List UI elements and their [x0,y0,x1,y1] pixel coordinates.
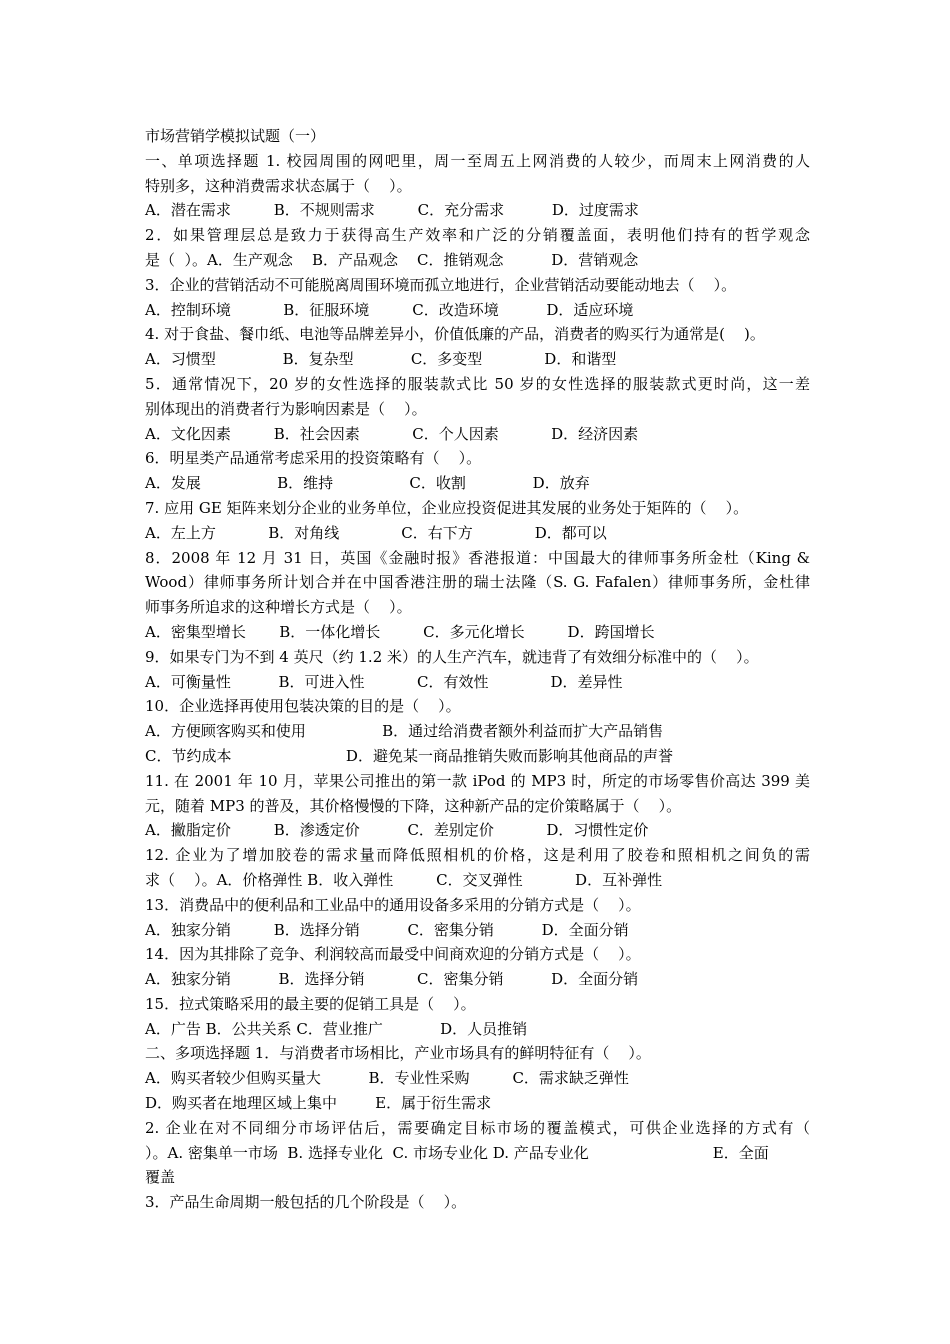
text-line: 8．2008 年 12 月 31 日，英国《金融时报》香港报道：中国最大的律师事务所金杜（King & [145,548,810,567]
text-line: 是（ ）。A．生产观念 B．产品观念 C．推销观念 D．营销观念 [145,250,639,269]
text-line: 求（ ）。A．价格弹性 B．收入弹性 C．交叉弹性 D．互补弹性 [145,870,663,889]
text-line: 2. 企业在对不同细分市场评估后，需要确定目标市场的覆盖模式，可供企业选择的方式有（ [145,1118,810,1137]
text-line: 14．因为其排除了竞争、利润较高而最受中间商欢迎的分销方式是（ ）。 [145,945,641,964]
text-line: 15．拉式策略采用的最主要的促销工具是（ ）。 [145,994,476,1013]
text-line: 2．如果管理层总是致力于获得高生产效率和广泛的分销覆盖面，表明他们持有的哲学观念 [145,226,810,245]
text-line: A．独家分销 B．选择分销 C．密集分销 D．全面分销 [145,970,639,989]
text-line: 师事务所追求的这种增长方式是（ ）。 [145,598,412,617]
text-line: 一、单项选择题 1. 校园周围的网吧里，周一至周五上网消费的人较少，而周末上网消费的人 [145,151,810,170]
text-line: Wood）律师事务所计划合并在中国香港注册的瑞士法隆（S. G. Fafalen）律师事务所，金杜律 [145,573,810,592]
exam-document [145,124,810,1215]
text-line: 12. 企业为了增加胶卷的需求量而降低照相机的价格，这是利用了胶卷和照相机之间负的需 [145,846,810,865]
text-line: A．广告 B．公共关系 C．营业推广 D．人员推销 [145,1019,528,1038]
text-line: 6．明星类产品通常考虑采用的投资策略有（ ）。 [145,449,482,468]
text-line: 元，随着 MP3 的普及，其价格慢慢的下降，这种新产品的定价策略属于（ ）。 [145,796,682,815]
text-line: A．控制环境 B．征服环境 C．改造环境 D．适应环境 [145,300,634,319]
text-line: A．独家分销 B．选择分销 C．密集分销 D．全面分销 [145,920,629,939]
text-line: A．文化因素 B．社会因素 C．个人因素 D．经济因素 [145,424,639,443]
text-line: A．左上方 B．对角线 C．右下方 D．都可以 [145,523,607,542]
text-line: 4. 对于食盐、餐巾纸、电池等品牌差异小，价值低廉的产品，消费者的购买行为通常是( )。 [145,325,765,344]
text-line: A．密集型增长 B．一体化增长 C．多元化增长 D．跨国增长 [145,622,655,641]
text-line: 特别多，这种消费需求状态属于（ ）。 [145,176,412,195]
text-line: 9．如果专门为不到 4 英尺（约 1.2 米）的人生产汽车，就违背了有效细分标准中的（ ）。 [145,647,759,666]
text-line: 3．企业的营销活动不可能脱离周围环境而孤立地进行，企业营销活动要能动地去（ ）。 [145,275,737,294]
text-line: 11. 在 2001 年 10 月，苹果公司推出的第一款 iPod 的 MP3 时，所定的市场零售价高达 399 美 [145,771,810,790]
text-line: 市场营销学模拟试题（一） [145,127,326,145]
text-line: 3．产品生命周期一般包括的几个阶段是（ ）。 [145,1193,467,1212]
text-line: A．发展 B．维持 C．收割 D．放弃 [145,474,590,493]
text-line: A．潜在需求 B．不规则需求 C．充分需求 D．过度需求 [145,201,639,220]
text-line: C．节约成本 D．避免某一商品推销失败而影响其他商品的声誉 [145,746,673,765]
text-line: 覆盖 [145,1168,176,1187]
text-line: A．方便顾客购买和使用 B．通过给消费者额外利益而扩大产品销售 [145,722,664,741]
text-line: ）。A. 密集单一市场 B. 选择专业化 C. 市场专业化 D. 产品专业化 E．全面 [145,1143,769,1162]
text-line: D．购买者在地理区域上集中 E．属于衍生需求 [145,1094,492,1113]
text-line: A．习惯型 B．复杂型 C．多变型 D．和谐型 [145,350,617,369]
text-line: A．可衡量性 B．可进入性 C．有效性 D．差异性 [145,672,623,691]
text-line: 5．通常情况下，20 岁的女性选择的服装款式比 50 岁的女性选择的服装款式更时尚，这一差 [145,374,810,393]
text-line: 二、多项选择题 1．与消费者市场相比，产业市场具有的鲜明特征有（ ）。 [145,1044,651,1063]
text-line: A．撇脂定价 B．渗透定价 C．差别定价 D．习惯性定价 [145,821,649,840]
text-line: 别体现出的消费者行为影响因素是（ ）。 [145,399,427,418]
text-line: 13．消费品中的便利品和工业品中的通用设备多采用的分销方式是（ ）。 [145,895,641,914]
text-line: 7. 应用 GE 矩阵来划分企业的业务单位，企业应投资促进其发展的业务处于矩阵的（ ）。 [145,498,749,517]
text-line: 10．企业选择再使用包装决策的目的是（ ）。 [145,697,461,716]
text-line: A．购买者较少但购买量大 B．专业性采购 C．需求缺乏弹性 [145,1069,629,1088]
